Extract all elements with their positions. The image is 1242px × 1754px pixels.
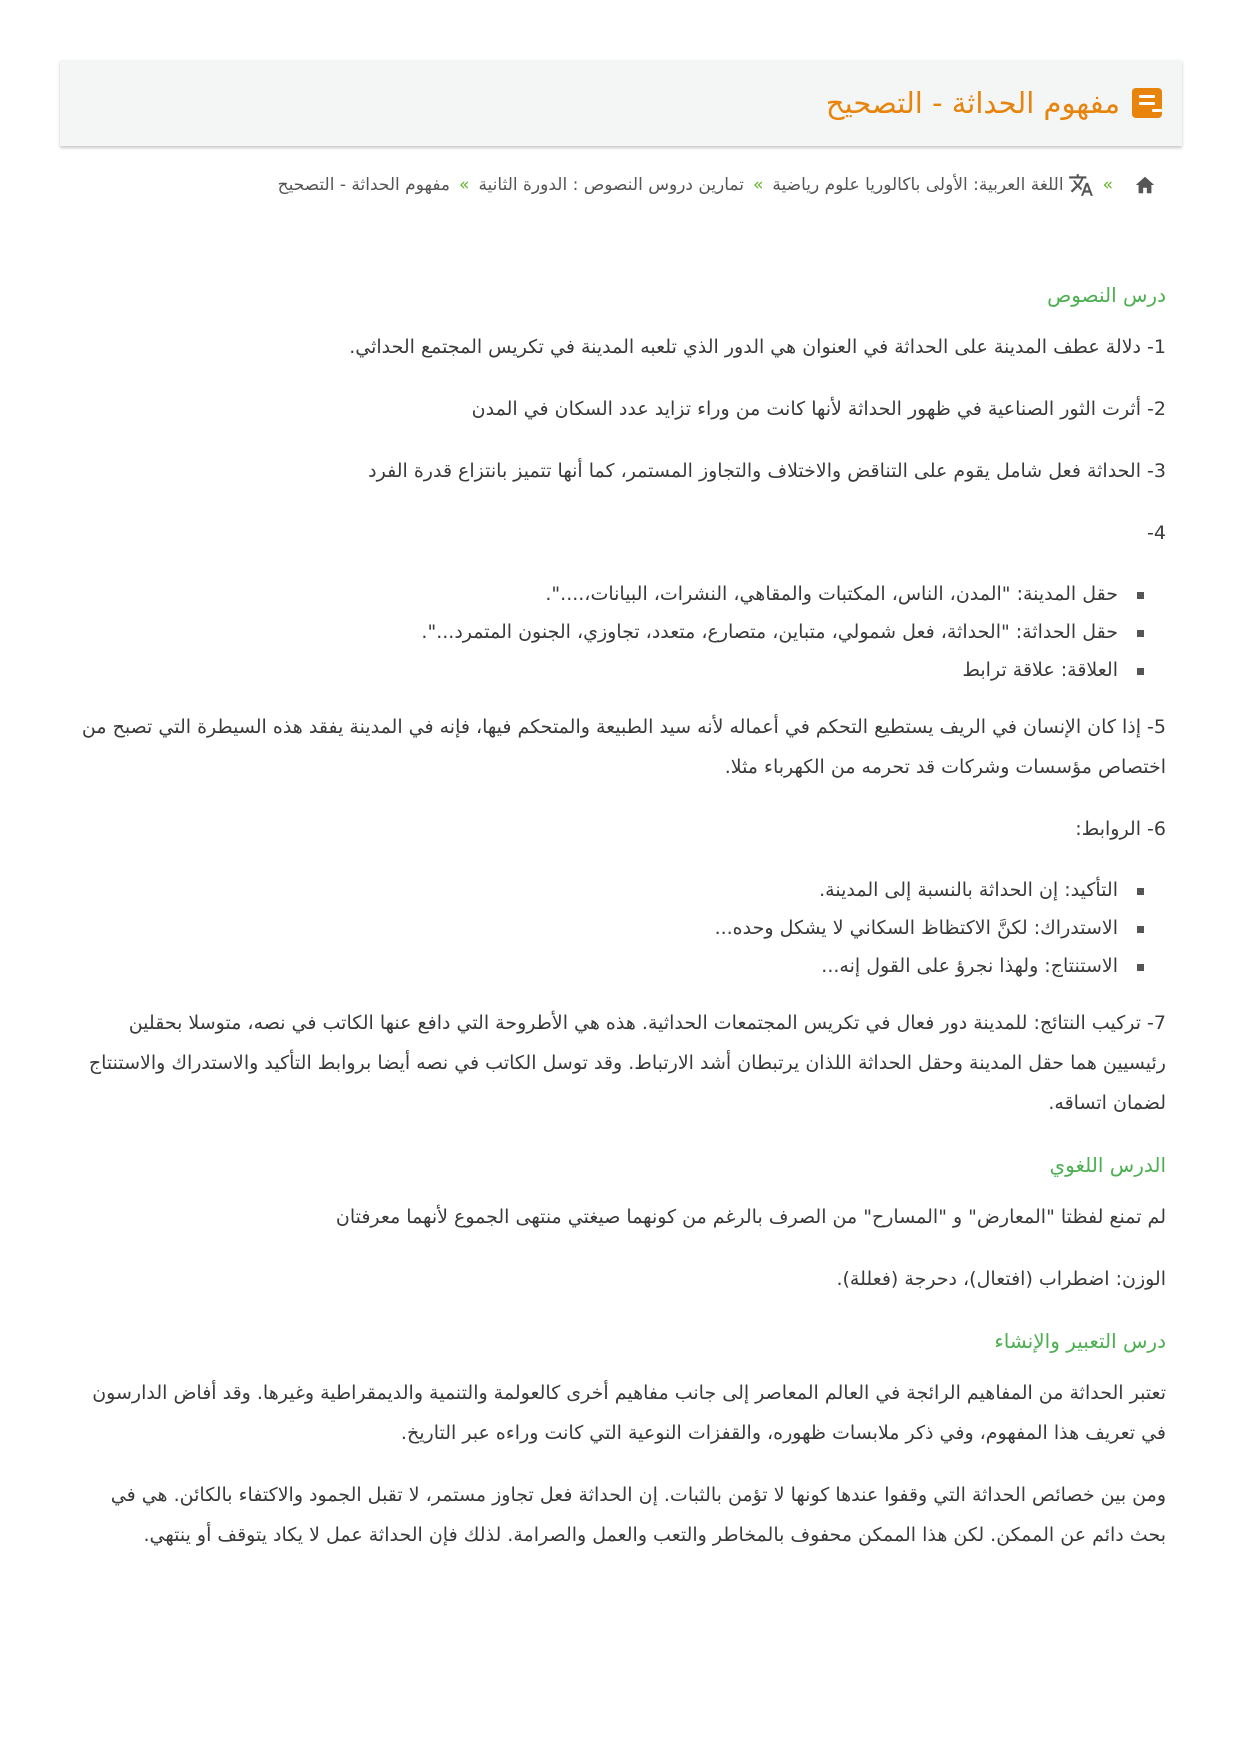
language-answer-1: لم تمنع لفظتا "المعارض" و "المسارح" من الصرف بالرغم من كونهما صيغتي منتهى الجموع لأنهما معرفتان bbox=[335, 1206, 1166, 1228]
answer-2: 2- أثرت الثور الصناعية في ظهور الحداثة لأنها كانت من وراء تزايد عدد السكان في المدن bbox=[471, 398, 1166, 420]
document-icon bbox=[1132, 88, 1162, 118]
list-item: التأكيد: إن الحداثة بالنسبة إلى المدينة. bbox=[76, 871, 1144, 909]
language-answer-2: الوزن: اضطراب (افتعال)، دحرجة (فعللة). bbox=[836, 1268, 1166, 1290]
section-heading-language: الدرس اللغوي bbox=[1049, 1153, 1166, 1177]
answer-1: 1- دلالة عطف المدينة على الحداثة في العنوان هي الدور الذي تلعبه المدينة في تكريس المجتمع الحداثي. bbox=[349, 336, 1166, 358]
list-item: حقل المدينة: "المدن، الناس، المكتبات والمقاهي، النشرات، البيانات،....". bbox=[76, 575, 1144, 613]
breadcrumb bbox=[278, 168, 1156, 202]
answer-6-list bbox=[76, 871, 1166, 985]
page-title: مفهوم الحداثة - التصحيح bbox=[825, 86, 1120, 120]
answer-6: 6- الروابط: bbox=[1075, 818, 1166, 840]
list-item: حقل الحداثة: "الحداثة، فعل شمولي، متباين، متصارع، متعدد، تجاوزي، الجنون المتمرد...". bbox=[76, 613, 1144, 651]
breadcrumb-separator: » bbox=[1102, 175, 1113, 195]
writing-paragraph-2: ومن بين خصائص الحداثة التي وقفوا عندها كونها لا تؤمن بالثبات. إن الحداثة فعل تجاوز مستمر، لا تقبل الجمود والاكتفاء بالكائن. هي في بحث دائم عن الممكن. لكن هذا الممكن محفوف بالمخاطر والتعب والعمل والصرامة. لذلك فإن الحداثة عمل لا يكاد يتوقف أو ينتهي. bbox=[110, 1484, 1166, 1546]
section-heading-texts: درس النصوص bbox=[1047, 283, 1166, 307]
answer-4-list bbox=[76, 575, 1166, 689]
lesson-content bbox=[76, 275, 1166, 1577]
title-card bbox=[60, 60, 1182, 146]
breadcrumb-link-exercises[interactable]: تمارين دروس النصوص : الدورة الثانية bbox=[478, 175, 744, 195]
writing-paragraph-1: تعتبر الحداثة من المفاهيم الرائجة في العالم المعاصر إلى جانب مفاهيم أخرى كالعولمة والتنمية والديمقراطية وغيرها. وقد أفاض الدارسون في تعريف هذا المفهوم، وفي ذكر ملابسات ظهوره، والقفزات النوعية التي كانت وراءه عبر التاريخ. bbox=[92, 1382, 1166, 1444]
answer-3: 3- الحداثة فعل شامل يقوم على التناقض والاختلاف والتجاوز المستمر، كما أنها تتميز بانتزاع قدرة الفرد bbox=[368, 460, 1166, 482]
list-item: الاستدراك: لكنَّ الاكتظاظ السكاني لا يشكل وحده... bbox=[76, 909, 1144, 947]
section-heading-writing: درس التعبير والإنشاء bbox=[994, 1329, 1166, 1353]
breadcrumb-current: مفهوم الحداثة - التصحيح bbox=[277, 175, 451, 195]
answer-7: 7- تركيب النتائج: للمدينة دور فعال في تكريس المجتمعات الحداثية. هذه هي الأطروحة التي دافع عنها الكاتب في نصه، متوسلا بحقلين رئيسيين هما حقل المدينة وحقل الحداثة اللذان يرتبطان أشد الارتباط. وقد توسل الكاتب في نصه أيضا بروابط التأكيد والاستدراك والاستنتاج لضمان اتساقه. bbox=[88, 1012, 1166, 1114]
list-item: الاستنتاج: ولهذا نجرؤ على القول إنه... bbox=[76, 947, 1144, 985]
translate-icon bbox=[1068, 172, 1094, 198]
home-icon[interactable] bbox=[1134, 174, 1156, 196]
answer-4: 4- bbox=[1147, 522, 1166, 544]
list-item: العلاقة: علاقة ترابط bbox=[76, 651, 1144, 689]
answer-5: 5- إذا كان الإنسان في الريف يستطيع التحكم في أعماله لأنه سيد الطبيعة والمتحكم فيها، فإنه في المدينة يفقد هذه السيطرة التي تصبح من اختصاص مؤسسات وشركات قد تحرمه من الكهرباء مثلا. bbox=[81, 716, 1166, 778]
breadcrumb-link-arabic-course[interactable]: اللغة العربية: الأولى باكالوريا علوم رياضية bbox=[772, 175, 1064, 195]
breadcrumb-separator: » bbox=[459, 175, 470, 195]
breadcrumb-separator: » bbox=[753, 175, 764, 195]
